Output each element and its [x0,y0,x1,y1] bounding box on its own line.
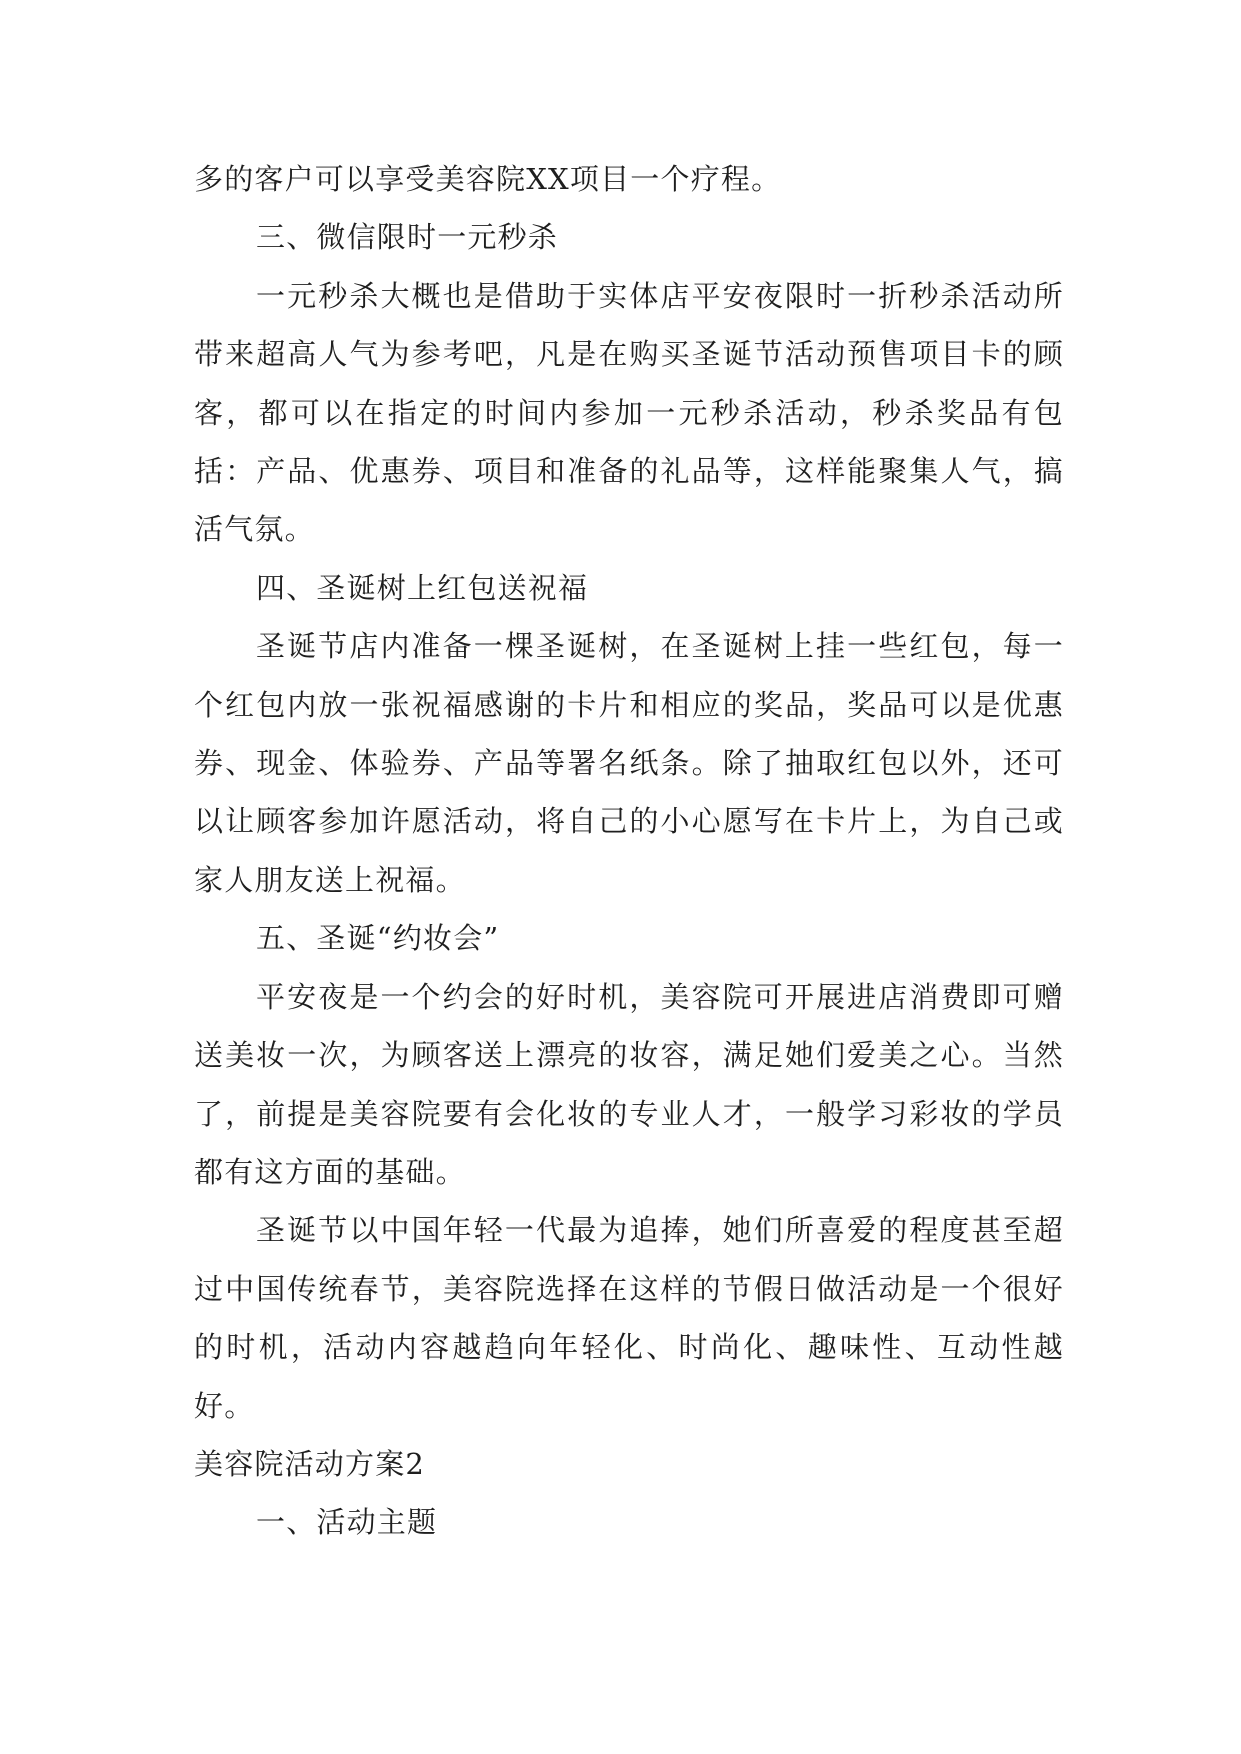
paragraph-makeup: 平安夜是一个约会的好时机，美容院可开展进店消费即可赠送美妆一次，为顾客送上漂亮的妆容，满足她们爱美之心。当然了，前提是美容院要有会化妆的专业人才，一般学习彩妆的学员都有这方面的基础。 [194,979,1064,1189]
section-heading-1: 一、活动主题 [256,1505,438,1540]
paragraph-christmas-tree: 圣诞节店内准备一棵圣诞树，在圣诞树上挂一些红包，每一个红包内放一张祝福感谢的卡片和相应的奖品，奖品可以是优惠券、现金、体验券、产品等署名纸条。除了抽取红包以外，还可以让顾客参加许愿活动，将自己的小心愿写在卡片上，为自己或家人朋友送上祝福。 [194,629,1064,897]
section-heading-5: 五、圣诞“约妆会” [256,921,500,956]
paragraph-continuation: 多的客户可以享受美容院XX项目一个疗程。 [194,162,782,196]
section-heading-4: 四、圣诞树上红包送祝福 [256,570,589,605]
document-body [194,150,1064,1552]
paragraph-seckill: 一元秒杀大概也是借助于实体店平安夜限时一折秒杀活动所带来超高人气为参考吧，凡是在购买圣诞节活动预售项目卡的顾客，都可以在指定的时间内参加一元秒杀活动，秒杀奖品有包括：产品、优惠券、项目和准备的礼品等，这样能聚集人气，搞活气氛。 [194,278,1064,547]
plan-title: 美容院活动方案2 [194,1446,426,1481]
section-heading-3: 三、微信限时一元秒杀 [256,220,559,255]
paragraph-summary: 圣诞节以中国年轻一代最为追捧，她们所喜爱的程度甚至超过中国传统春节，美容院选择在这样的节假日做活动是一个很好的时机，活动内容越趋向年轻化、时尚化、趣味性、互动性越好。 [194,1213,1064,1423]
